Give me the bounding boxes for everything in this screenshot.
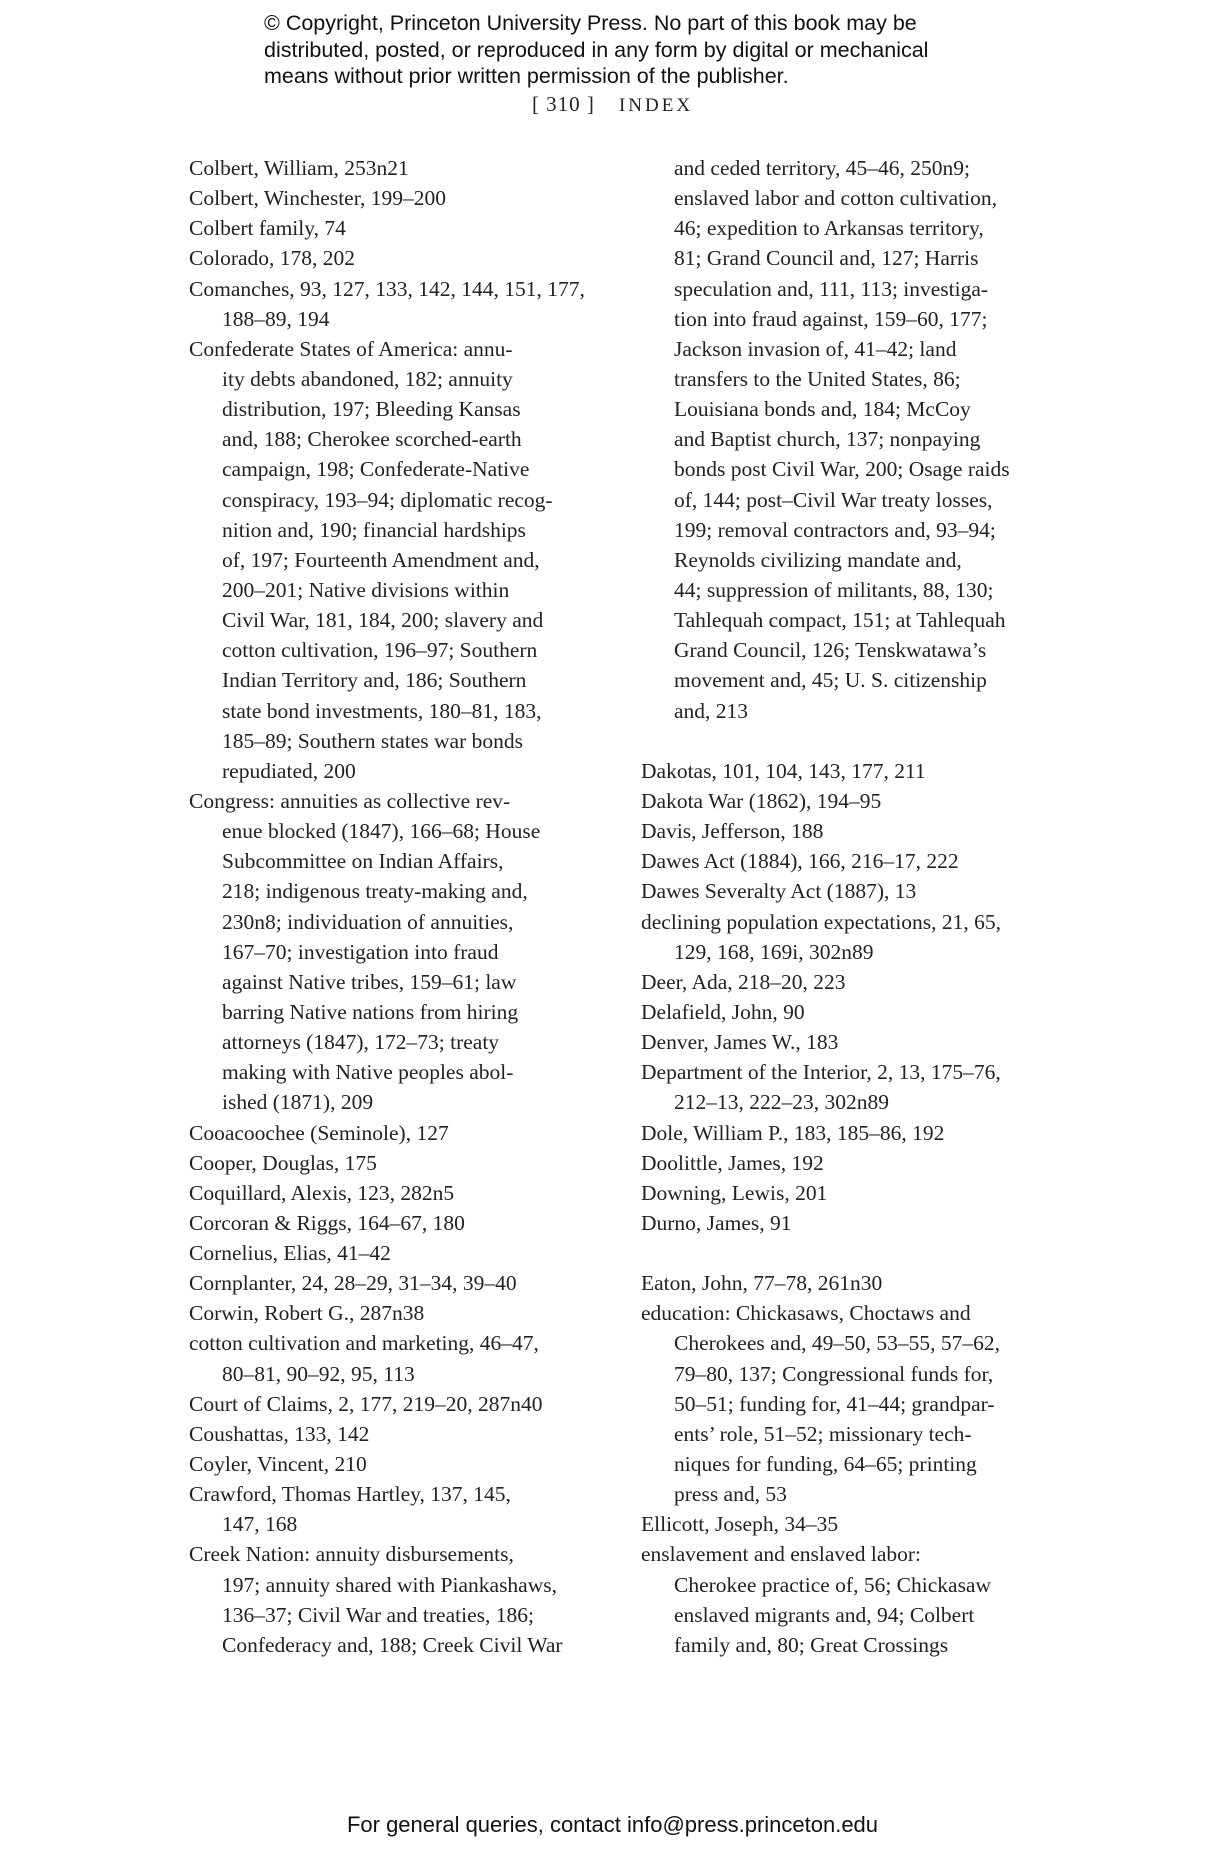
index-entry-continuation: bonds post Civil War, 200; Osage raids — [674, 457, 1010, 482]
index-entry-continuation: against Native tribes, 159–61; law — [222, 969, 517, 994]
index-entry-continuation: 80–81, 90–92, 95, 113 — [222, 1361, 415, 1386]
index-entry-continuation: of, 197; Fourteenth Amendment and, — [222, 547, 540, 572]
index-entry: Colorado, 178, 202 — [189, 246, 356, 271]
index-entry-continuation: 167–70; investigation into fraud — [222, 939, 499, 964]
index-entry: Deer, Ada, 218–20, 223 — [641, 969, 846, 994]
index-entry-continuation: 218; indigenous treaty-making and, — [222, 879, 528, 904]
index-entry-continuation: enue blocked (1847), 166–68; House — [222, 819, 541, 844]
index-entry-continuation: and, 188; Cherokee scorched-earth — [222, 427, 522, 452]
index-entry-continuation: speculation and, 111, 113; investiga- — [674, 276, 989, 301]
index-entry-continuation: Civil War, 181, 184, 200; slavery and — [222, 608, 544, 633]
index-entry-continuation: tion into fraud against, 159–60, 177; — [674, 306, 988, 331]
index-entry: Dakotas, 101, 104, 143, 177, 211 — [641, 758, 926, 783]
index-entry: Cooacoochee (Seminole), 127 — [189, 1120, 449, 1145]
index-entry: Dole, William P., 183, 185–86, 192 — [641, 1120, 945, 1145]
index-entry-continuation: attorneys (1847), 172–73; treaty — [222, 1030, 500, 1055]
index-entry: Coquillard, Alexis, 123, 282n5 — [189, 1180, 455, 1205]
index-entry-continuation: niques for funding, 64–65; printing — [674, 1452, 977, 1477]
index-entry: Congress: annuities as collective rev- — [189, 788, 511, 813]
copyright-notice — [264, 10, 1024, 90]
index-entry-continuation: 44; suppression of militants, 88, 130; — [674, 577, 994, 602]
index-entry-continuation: Grand Council, 126; Tenskwatawa’s — [674, 638, 987, 663]
index-entry: Davis, Jefferson, 188 — [641, 819, 824, 844]
index-entry: Dawes Act (1884), 166, 216–17, 222 — [641, 849, 959, 874]
index-entry: Dawes Severalty Act (1887), 13 — [641, 879, 917, 904]
index-entry-continuation: and, 213 — [674, 698, 749, 723]
index-entry-continuation: and Baptist church, 137; nonpaying — [674, 427, 981, 452]
letter-section-gap — [641, 726, 1071, 756]
copyright-line: distributed, posted, or reproduced in any form by digital or mechanical — [264, 37, 929, 62]
index-entry: Comanches, 93, 127, 133, 142, 144, 151, 177, — [189, 276, 585, 301]
index-entry-continuation: 212–13, 222–23, 302n89 — [674, 1090, 889, 1115]
index-entry-continuation: Louisiana bonds and, 184; McCoy — [674, 397, 971, 422]
index-entry: Delafield, John, 90 — [641, 999, 805, 1024]
index-entry: Doolittle, James, 192 — [641, 1150, 824, 1175]
index-entry-continuation: ents’ role, 51–52; missionary tech- — [674, 1421, 972, 1446]
index-entry-continuation: 81; Grand Council and, 127; Harris — [674, 246, 979, 271]
index-entry: Cornplanter, 24, 28–29, 31–34, 39–40 — [189, 1271, 517, 1296]
index-entry-continuation: Subcommittee on Indian Affairs, — [222, 849, 504, 874]
index-entry: enslavement and enslaved labor: — [641, 1542, 921, 1567]
index-entry: Durno, James, 91 — [641, 1210, 792, 1235]
index-entry: Department of the Interior, 2, 13, 175–76, — [641, 1060, 1001, 1085]
index-entry-continuation: repudiated, 200 — [222, 758, 356, 783]
running-head — [0, 92, 1225, 117]
index-entry-continuation: family and, 80; Great Crossings — [674, 1632, 949, 1657]
index-entry: cotton cultivation and marketing, 46–47, — [189, 1331, 539, 1356]
index-entry: Eaton, John, 77–78, 261n30 — [641, 1271, 883, 1296]
index-entry-continuation: Indian Territory and, 186; Southern — [222, 668, 527, 693]
index-entry-continuation: enslaved migrants and, 94; Colbert — [674, 1602, 975, 1627]
index-entry-continuation: Cherokees and, 49–50, 53–55, 57–62, — [674, 1331, 1001, 1356]
index-entry-continuation: ished (1871), 209 — [222, 1090, 374, 1115]
index-entry-continuation: movement and, 45; U. S. citizenship — [674, 668, 987, 693]
copyright-line: © Copyright, Princeton University Press. No part of this book may be — [264, 11, 917, 35]
index-entry-continuation: 136–37; Civil War and treaties, 186; — [222, 1602, 534, 1627]
index-entry-continuation: state bond investments, 180–81, 183, — [222, 698, 542, 723]
index-entry-continuation: ity debts abandoned, 182; annuity — [222, 366, 513, 391]
index-entry-continuation: 199; removal contractors and, 93–94; — [674, 517, 996, 542]
index-entry: Coyler, Vincent, 210 — [189, 1452, 367, 1477]
index-entry-continuation: conspiracy, 193–94; diplomatic recog- — [222, 487, 553, 512]
index-entry-continuation: 46; expedition to Arkansas territory, — [674, 216, 984, 241]
index-entry-continuation: 129, 168, 169i, 302n89 — [674, 939, 874, 964]
index-entry: Colbert, William, 253n21 — [189, 156, 409, 180]
index-entry-continuation: Tahlequah compact, 151; at Tahlequah — [674, 608, 1006, 633]
footer-contact: For general queries, contact info@press.princeton.edu — [346, 1812, 879, 1837]
index-entry-continuation: 185–89; Southern states war bonds — [222, 728, 523, 753]
index-entry-continuation: 50–51; funding for, 41–44; grandpar- — [674, 1391, 995, 1416]
index-entry-continuation: 147, 168 — [222, 1512, 298, 1537]
index-entry: Creek Nation: annuity disbursements, — [189, 1542, 514, 1567]
index-entry-continuation: Confederacy and, 188; Creek Civil War — [222, 1632, 563, 1657]
page-number: [ 310 ] — [531, 92, 595, 116]
index-entry-continuation: 188–89, 194 — [222, 306, 330, 331]
index-entry-continuation: distribution, 197; Bleeding Kansas — [222, 397, 521, 422]
index-entry-continuation: enslaved labor and cotton cultivation, — [674, 186, 998, 211]
index-entry: Ellicott, Joseph, 34–35 — [641, 1512, 839, 1537]
index-entry: Downing, Lewis, 201 — [641, 1180, 828, 1205]
section-title: INDEX — [618, 95, 694, 116]
index-entry-continuation: campaign, 198; Confederate-Native — [222, 457, 530, 482]
index-entry-continuation: Jackson invasion of, 41–42; land — [674, 336, 957, 361]
index-entry: Denver, James W., 183 — [641, 1030, 839, 1055]
index-entry: Cooper, Douglas, 175 — [189, 1150, 377, 1175]
index-entry: Cornelius, Elias, 41–42 — [189, 1241, 391, 1266]
index-entry: Colbert family, 74 — [189, 216, 346, 241]
index-entry: education: Chickasaws, Choctaws and — [641, 1301, 971, 1326]
index-entry: Confederate States of America: annu- — [189, 336, 513, 361]
index-entry: Colbert, Winchester, 199–200 — [189, 186, 447, 211]
index-column-right — [641, 153, 1071, 1660]
index-entry-continuation: cotton cultivation, 196–97; Southern — [222, 638, 538, 663]
index-entry-continuation: nition and, 190; financial hardships — [222, 517, 526, 542]
index-entry-continuation: 230n8; individuation of annuities, — [222, 909, 514, 934]
index-entry-continuation: 197; annuity shared with Piankashaws, — [222, 1572, 557, 1597]
index-entry-continuation: making with Native peoples abol- — [222, 1060, 514, 1085]
index-entry: declining population expectations, 21, 65, — [641, 909, 1002, 934]
index-entry-continuation: 200–201; Native divisions within — [222, 577, 510, 602]
index-entry-continuation: of, 144; post–Civil War treaty losses, — [674, 487, 993, 512]
index-entry: Court of Claims, 2, 177, 219–20, 287n40 — [189, 1391, 543, 1416]
index-entry-continuation: barring Native nations from hiring — [222, 999, 519, 1024]
index-entry-continuation: Cherokee practice of, 56; Chickasaw — [674, 1572, 991, 1597]
index-entry-continuation: and ceded territory, 45–46, 250n9; — [674, 156, 970, 180]
index-entry-continuation: Reynolds civilizing mandate and, — [674, 547, 962, 572]
index-column-left — [189, 153, 609, 1660]
index-entry: Dakota War (1862), 194–95 — [641, 788, 882, 813]
index-entry: Corwin, Robert G., 287n38 — [189, 1301, 425, 1326]
index-entry: Corcoran & Riggs, 164–67, 180 — [189, 1210, 465, 1235]
index-entry-continuation: 79–80, 137; Congressional funds for, — [674, 1361, 994, 1386]
index-entry: Coushattas, 133, 142 — [189, 1421, 370, 1446]
copyright-line: means without prior written permission of the publisher. — [264, 64, 789, 88]
index-entry: Crawford, Thomas Hartley, 137, 145, — [189, 1482, 511, 1507]
index-entry-continuation: transfers to the United States, 86; — [674, 366, 961, 391]
index-entry-continuation: press and, 53 — [674, 1482, 787, 1507]
letter-section-gap — [641, 1238, 1071, 1268]
